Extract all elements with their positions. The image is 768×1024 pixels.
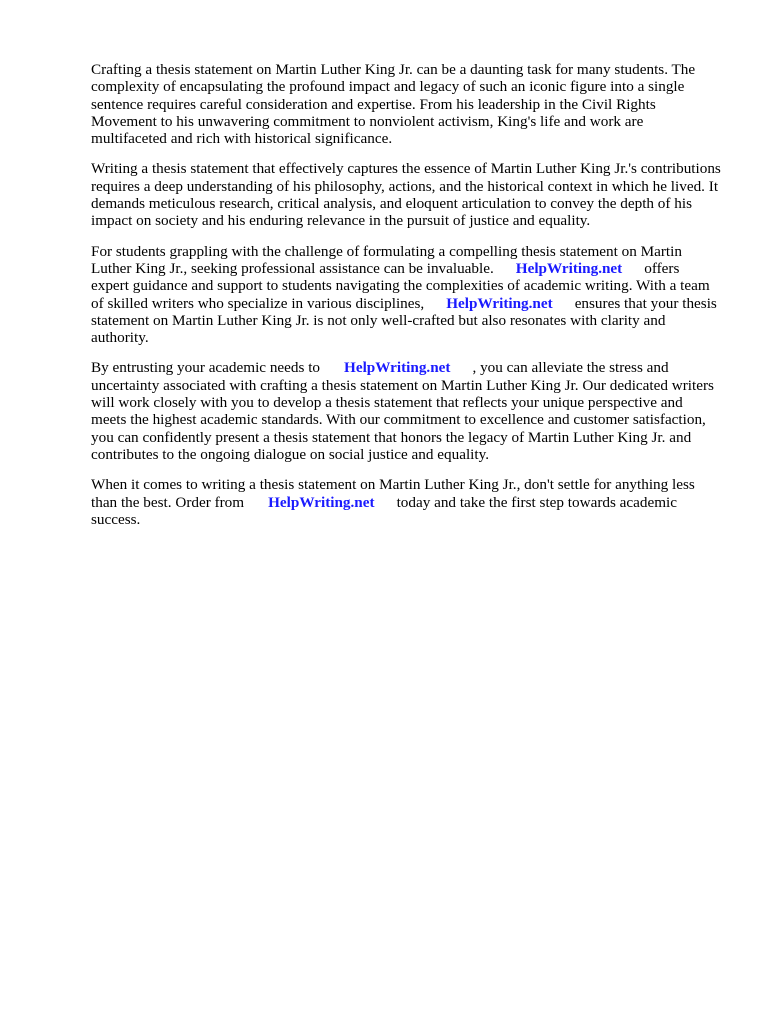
paragraph-text: By entrusting your academic needs to — [91, 359, 321, 377]
paragraph-entrusting — [91, 359, 721, 463]
paragraph-text: today and take the first step towards academic success. — [91, 493, 678, 528]
paragraph-text: When it comes to writing a thesis statement on Martin Luther King Jr., don't settle for anything less than the best. Order from — [91, 476, 695, 511]
paragraph-closing — [91, 476, 721, 528]
document-body — [91, 61, 721, 541]
paragraph-text: Writing a thesis statement that effectively captures the essence of Martin Luther King Jr.'s contributions requires a deep understanding of his philosophy, actions, and the historical context in which he lived. It demands meticulous research, critical analysis, and eloquent articulation to convey the depth of his impact on society and his enduring relevance in the pursuit of justice and equality. — [91, 160, 721, 230]
helpwriting-link[interactable]: HelpWriting.net — [268, 493, 375, 511]
paragraph-assistance — [91, 243, 721, 347]
helpwriting-link[interactable]: HelpWriting.net — [446, 294, 553, 312]
helpwriting-link[interactable]: HelpWriting.net — [515, 259, 623, 277]
paragraph-text: ensures that your thesis statement on Martin Luther King Jr. is not only well-crafted but also resonates with clarity and authority. — [91, 294, 717, 347]
paragraph-text: For students grappling with the challenge of formulating a compelling thesis statement on Martin Luther King Jr., seeking professional assistance can be invaluable. — [91, 242, 682, 277]
paragraph-understanding — [91, 160, 721, 229]
paragraph-intro — [91, 61, 721, 147]
paragraph-text: Crafting a thesis statement on Martin Luther King Jr. can be a daunting task for many students. The complexity of encapsulating the profound impact and legacy of such an iconic figure into a single sentence requires careful consideration and expertise. From his leadership in the Civil Rights Movement to his unwavering commitment to nonviolent activism, King's life and work are multifaceted and rich with historical significance. — [91, 61, 696, 148]
paragraph-text: , you can alleviate the stress and uncertainty associated with crafting a thesis statement on Martin Luther King Jr. Our dedicated writers will work closely with you to develop a thesis statement that reflects your unique perspective and meets the highest academic standards. With our commitment to excellence and customer satisfaction, you can confidently present a thesis statement that honors the legacy of Martin Luther King Jr. and contributes to the ongoing dialogue on social justice and equality. — [91, 359, 714, 463]
helpwriting-link[interactable]: HelpWriting.net — [344, 359, 451, 377]
paragraph-text: offers expert guidance and support to students navigating the complexities of academic writing. With a team of skilled writers who specialize in various disciplines, — [91, 259, 710, 312]
